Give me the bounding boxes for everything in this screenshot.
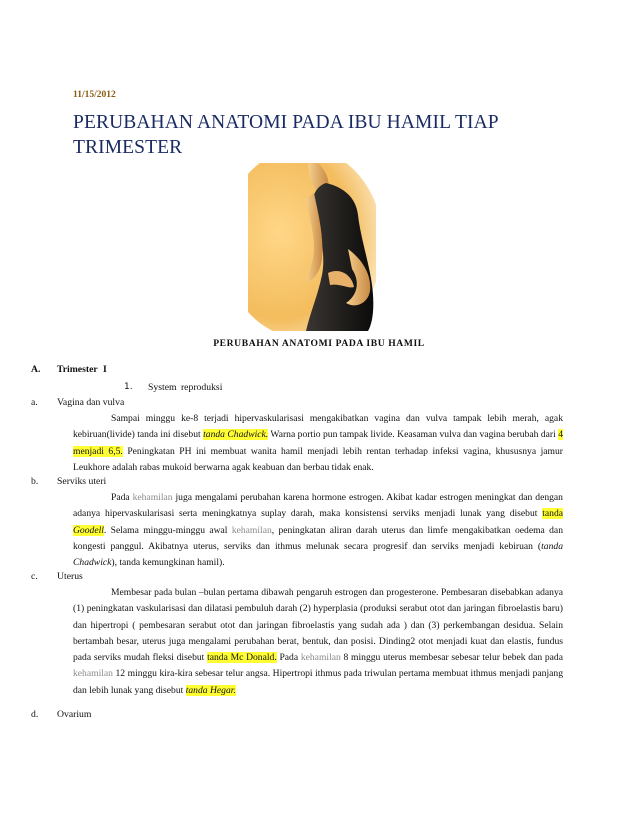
item-a-marker: a. bbox=[31, 397, 38, 408]
item-c-marker: c. bbox=[31, 571, 38, 582]
para-a-text-1: Sampai minggu ke-8 terjadi hipervaskularisasi mengakibatkan vagina dan vulva tampak lebih merah, agak kebiruan(livide) tanda ini disebut bbox=[73, 413, 563, 441]
section-a-marker: A. bbox=[31, 364, 41, 375]
para-a-text-3: Peningkatan PH ini membuat wanita hamil menjadi lebih rentan terhadap infeksi vagina, khususnya jamur Leukhore adalah rabas mukoid berwarna agak keabuan dan berbau tidak enak. bbox=[73, 445, 563, 473]
ph-change-highlight: 4 menjadi 6,5. bbox=[73, 429, 563, 457]
kehamilan-link[interactable]: kehamilan bbox=[73, 668, 113, 680]
item-b-marker: b. bbox=[31, 476, 39, 487]
para-b-text-1: Pada bbox=[111, 492, 133, 503]
para-c-text-3: 8 minggu uterus membesar sebesar telur bebek dan pada bbox=[340, 652, 563, 664]
tanda-chadwick-italic: tanda Chadwick bbox=[73, 540, 563, 569]
para-b-text-4: , peningkatan aliran darah uterus dan limfe mengakibatkan oedema dan kongesti panggul. Akibatnya uterus, serviks dan ithmus melunak secara progresif dan serviks menjadi kebiruan ( bbox=[73, 524, 563, 552]
para-b-text-2: juga mengalami perubahan karena hormone estrogen. Akibat kadar estrogen meningkat dan dengan adanya hipervaskularisasi serta meningkatnya suplay darah, maka konsistensi serviks menjadi lunak yang disebut bbox=[73, 492, 563, 520]
section-heading: PERUBAHAN ANATOMI PADA IBU HAMIL bbox=[213, 338, 425, 349]
vagina-vulva-paragraph bbox=[73, 411, 563, 476]
pregnant-woman-photo bbox=[248, 163, 396, 331]
post-date: 11/15/2012 bbox=[73, 90, 116, 100]
item-d-heading: Ovarium bbox=[57, 709, 92, 720]
tanda-mc-donald-highlight: tanda Mc Donald. bbox=[207, 652, 277, 664]
para-c-text-4: 12 minggu kira-kira sebesar telur angsa. Hipertropi ithmus pada triwulan pertama membuat ithmus menjadi panjang dan lebih lunak yang disebut bbox=[73, 668, 563, 696]
kehamilan-link[interactable]: kehamilan bbox=[300, 652, 341, 664]
subsection-1-marker: 1. bbox=[124, 382, 133, 392]
tanda-chadwick-highlight: tanda Chadwick. bbox=[203, 429, 269, 441]
section-a-heading: Trimester I bbox=[57, 364, 107, 375]
tanda-goodell-highlight-prefix: tanda bbox=[542, 508, 563, 520]
tanda-goodell-highlight: Goodell bbox=[73, 524, 104, 536]
para-b-text-5: ), tanda kemungkinan hamil). bbox=[111, 557, 225, 569]
para-c-text-1: Membesar pada bulan –bulan pertama dibawah pengaruh estrogen dan progesterone. Pembesaran disebabkan adanya (1) peningkatan vaskularisasi dan dilatasi pembuluh darah (2) hyperplasia (produksi serabut otot dan jaringan fibroelastis baru) dan hipertropi ( pembesaran serabut otot dan jaringan fibroelastis yang sudah ada ) dan (3) perkembangan desidua. Selain bertambah besar, uterus juga mengalami perubahan berat, bentuk, dan posisi. Dinding2 otot menjadi kuat dan elastis, fundus pada serviks mudah fleksi disebut bbox=[73, 587, 563, 664]
uterus-paragraph bbox=[73, 585, 563, 699]
kehamilan-link[interactable]: kehamilan bbox=[231, 524, 272, 536]
subsection-1-heading: System reproduksi bbox=[148, 382, 223, 393]
item-a-heading: Vagina dan vulva bbox=[57, 397, 125, 408]
item-c-heading: Uterus bbox=[57, 571, 83, 582]
item-d-marker: d. bbox=[31, 709, 39, 720]
para-c-text-2: Pada bbox=[276, 652, 301, 664]
item-b-heading: Serviks uteri bbox=[57, 476, 107, 487]
pregnant-woman-photo-icon bbox=[248, 163, 396, 331]
serviks-paragraph bbox=[73, 490, 563, 571]
kehamilan-link[interactable]: kehamilan bbox=[132, 492, 173, 503]
page-title: PERUBAHAN ANATOMI PADA IBU HAMIL TIAP TRIMESTER bbox=[73, 112, 498, 158]
tanda-hegar-highlight: tanda Hegar. bbox=[185, 684, 236, 696]
para-a-text-2: Warna portio pun tampak livide. Keasaman vulva dan vagina berubah dari bbox=[268, 429, 559, 441]
para-b-text-3: . Selama minggu-minggu awal bbox=[103, 524, 232, 536]
